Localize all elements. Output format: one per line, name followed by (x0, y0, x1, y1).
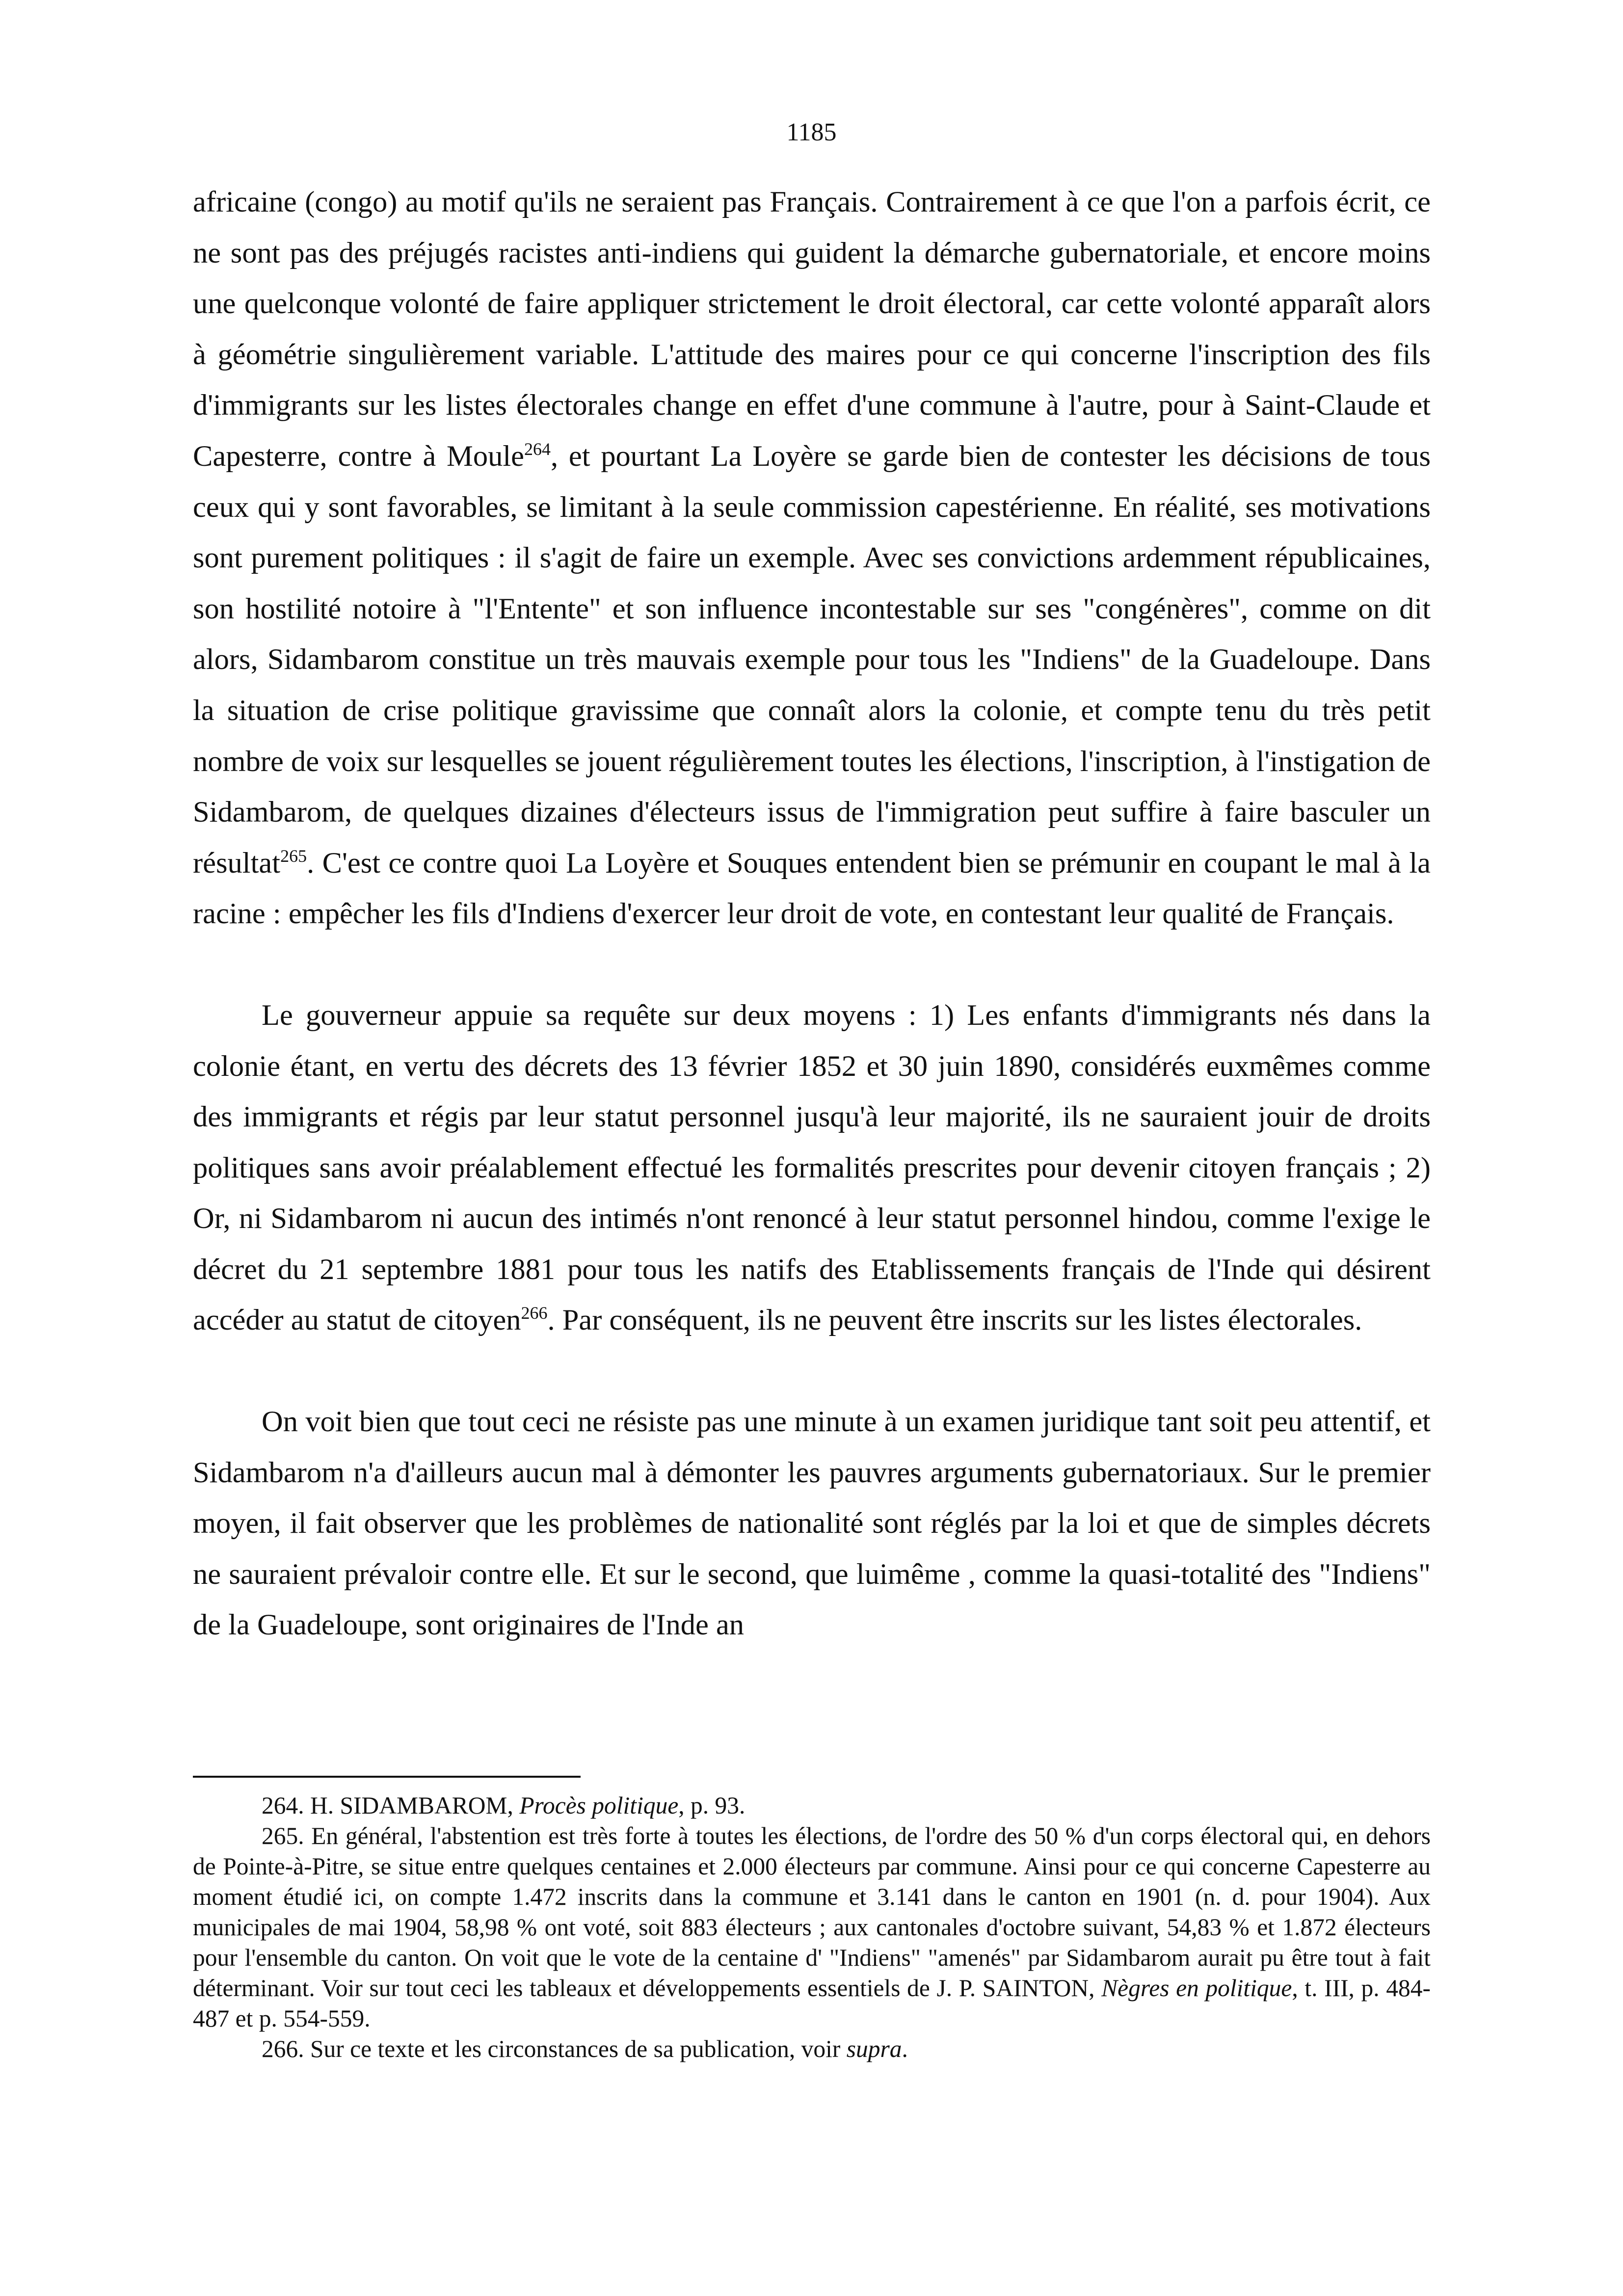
page-number: 1185 (786, 118, 837, 146)
text-run: . Par conséquent, ils ne peuvent être inscrits sur les listes électorales. (547, 1304, 1362, 1337)
body-text (193, 177, 1431, 1651)
footnote-266 (193, 2034, 1431, 2064)
text-run: africaine (congo) au motif qu'ils ne seraient pas Français. Contrairement à ce que l'on a parfois écrit, ce ne sont pas des préjugés racistes anti-indiens qui guident la démarche gubernatoriale, et encore moins une quelconque volonté de faire appliquer strictement le droit électoral, car cette volonté apparaît alors à géométrie singulièrement variable. L'attitude des maires pour ce qui concerne l'inscription des fils d'immigrants sur les listes électorales change en effet d'une commune à l'autre, pour à Saint-Claude et Capesterre, contre à Moule (193, 186, 1431, 473)
text-run: Le gouverneur appuie sa requête sur deux moyens : 1) Les enfants d'immigrants nés dans la colonie étant, en vertu des décrets des 13 février 1852 et 30 juin 1890, considérés euxmêmes comme des immigrants et régis par leur statut personnel jusqu'à leur majorité, ils ne sauraient jouir de droits politiques sans avoir préalablement effectué les formalités prescrites pour devenir citoyen français ; 2) Or, ni Sidambarom ni aucun des intimés n'ont renoncé à leur statut personnel hindou, comme l'exige le décret du 21 septembre 1881 pour tous les natifs des Etablissements français de l'Inde qui désirent accéder au statut de citoyen (193, 998, 1431, 1337)
footnote-separator (193, 1776, 581, 1778)
text-run: . C'est ce contre quoi La Loyère et Souques entendent bien se prémunir en coupant le mal à la racine : empêcher les fils d'Indiens d'exercer leur droit de vote, en contestant leur qualité de Français. (193, 846, 1431, 931)
footnote-264 (193, 1790, 1431, 1821)
paragraph-2 (193, 990, 1431, 1346)
text-run: 266. Sur ce texte et les circonstances de sa publication, voir (262, 2035, 847, 2062)
italic-word: supra (846, 2035, 902, 2062)
paragraph-1 (193, 177, 1431, 939)
text-run: 264. H. SIDAMBAROM, (262, 1792, 520, 1819)
text-run: , t. III, p. 484-487 et p. 554-559. (193, 1975, 1431, 2032)
footnote-ref-264: 264 (524, 439, 551, 459)
italic-title: Nègres en politique (1101, 1975, 1292, 2002)
text-run: . (902, 2035, 908, 2062)
paragraph-3 (193, 1396, 1431, 1651)
footnotes (193, 1790, 1431, 2064)
text-run: 265. En général, l'abstention est très forte à toutes les élections, de l'ordre des 50 % d'un corps électoral qui, en dehors de Pointe-à-Pitre, se situe entre quelques centaines et 2.000 électeurs par commune. Ainsi pour ce qui concerne Capesterre au moment étudié ici, on compte 1.472 inscrits dans la commune et 3.141 dans le canton en 1901 (n. d. pour 1904). Aux municipales de mai 1904, 58,98 % ont voté, soit 883 électeurs ; aux cantonales d'octobre suivant, 54,83 % et 1.872 électeurs pour l'ensemble du canton. On voit que le vote de la centaine d' "Indiens" "amenés" par Sidambarom aurait pu être tout à fait déterminant. Voir sur tout ceci les tableaux et développements essentiels de J. P. SAINTON, (193, 1822, 1431, 2002)
text-run: On voit bien que tout ceci ne résiste pas une minute à un examen juridique tant soit peu attentif, et Sidambarom n'a d'ailleurs aucun mal à démonter les pauvres arguments gubernatoriaux. Sur le premier moyen, il fait observer que les problèmes de nationalité sont réglés par la loi et que de simples décrets ne sauraient prévaloir contre elle. Et sur le second, que luimême , comme la quasi-totalité des "Indiens" de la Guadeloupe, sont originaires de l'Inde an (193, 1405, 1431, 1642)
text-run: , et pourtant La Loyère se garde bien de contester les décisions de tous ceux qui y sont favorables, se limitant à la seule commission capestérienne. En réalité, ses motivations sont purement politiques : il s'agit de faire un exemple. Avec ses convictions ardemment républicaines, son hostilité notoire à "l'Entente" et son influence incontestable sur ses "congénères", comme on dit alors, Sidambarom constitue un très mauvais exemple pour tous les "Indiens" de la Guadeloupe. Dans la situation de crise politique gravissime que connaît alors la colonie, et compte tenu du très petit nombre de voix sur lesquelles se jouent régulièrement toutes les élections, l'inscription, à l'instigation de Sidambarom, de quelques dizaines d'électeurs issus de l'immigration peut suffire à faire basculer un résultat (193, 439, 1431, 880)
footnote-265 (193, 1821, 1431, 2034)
footnote-ref-266: 266 (521, 1303, 548, 1323)
footnote-ref-265: 265 (280, 846, 307, 866)
italic-title: Procès politique (519, 1792, 679, 1819)
text-run: , p. 93. (678, 1792, 745, 1819)
